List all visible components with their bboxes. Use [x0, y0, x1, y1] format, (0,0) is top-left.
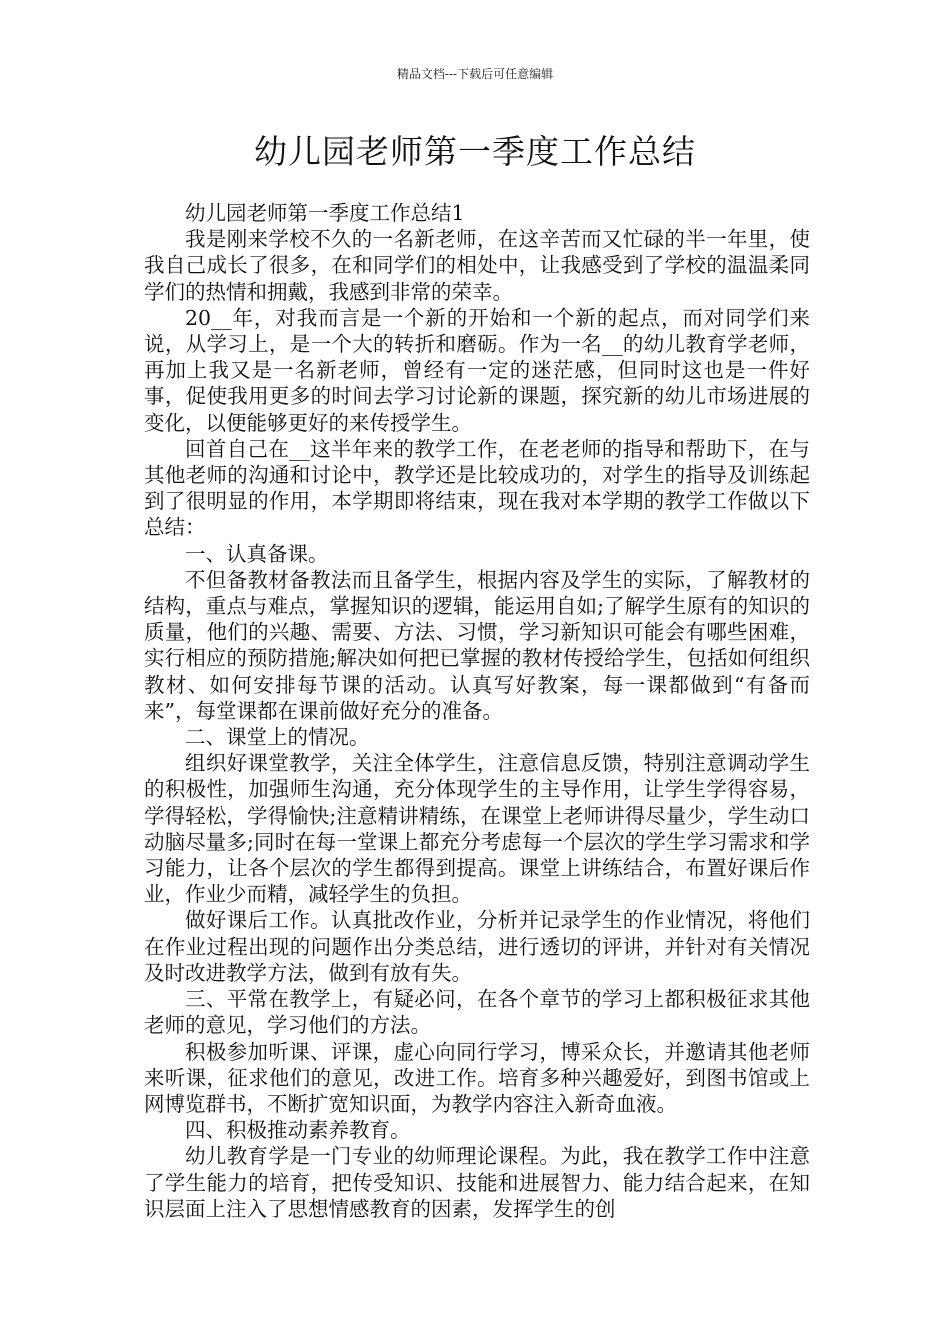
section-heading: 三、平常在教学上，有疑必问，在各个章节的学习上都积极征求其他老师的意见，学习他们的方法。: [144, 987, 810, 1038]
paragraph: 20__年，对我而言是一个新的开始和一个新的起点，而对同学们来说，从学习上，是一个大的转折和磨砺。作为一名__的幼儿教育学老师，再加上我又是一名新老师，曾经有一定的迷茫感，但同时这也是一件好事，促使我用更多的时间去学习讨论新的课题，探究新的幼儿市场进展的变化，以便能够更好的来传授学生。: [144, 305, 810, 435]
paragraph: 做好课后工作。认真批改作业，分析并记录学生的作业情况，将他们在作业过程出现的问题作出分类总结，进行透切的评讲，并针对有关情况及时改进教学方法，做到有放有失。: [144, 908, 810, 985]
page-header-note: 精品文档---下载后可任意编辑: [396, 67, 554, 81]
paragraph: 组织好课堂教学，关注全体学生，注意信息反馈，特别注意调动学生的积极性，加强师生沟通，充分体现学生的主导作用，让学生学得容易，学得轻松，学得愉快;注意精讲精练，在课堂上老师讲得尽量少，学生动口动脑尽量多;同时在每一堂课上都充分考虑每一个层次的学生学习需求和学习能力，让各个层次的学生都得到提高。课堂上讲练结合，布置好课后作业，作业少而精，减轻学生的负担。: [144, 751, 810, 907]
section-heading: 二、课堂上的情况。: [185, 725, 370, 750]
section-subtitle: 幼儿园老师第一季度工作总结1: [185, 201, 465, 225]
section-heading: 四、积极推动素养教育。: [185, 1118, 411, 1143]
paragraph: 我是刚来学校不久的一名新老师，在这辛苦而又忙碌的半一年里，使我自己成长了很多，在和同学们的相处中，让我感受到了学校的温温柔同学们的热情和拥戴，我感到非常的荣幸。: [144, 227, 810, 304]
paragraph: 不但备教材备教法而且备学生，根据内容及学生的实际，了解教材的结构，重点与难点，掌握知识的逻辑，能运用自如;了解学生原有的知识的质量，他们的兴趣、需要、方法、习惯，学习新知识可能会有哪些困难，实行相应的预防措施;解决如何把已掌握的教材传授给学生，包括如何组织教材、如何安排每节课的活动。认真写好教案，每一课都做到“有备而来”，每堂课都在课前做好充分的准备。: [144, 567, 810, 723]
paragraph: 幼儿教育学是一门专业的幼师理论课程。为此，我在教学工作中注意了学生能力的培育，把传受知识、技能和进展智力、能力结合起来，在知识层面上注入了思想情感教育的因素，发挥学生的创: [144, 1144, 810, 1221]
document-body: [144, 200, 810, 1222]
section-heading: 一、认真备课。: [185, 541, 329, 566]
paragraph: 回首自己在__这半年来的教学工作，在老老师的指导和帮助下，在与其他老师的沟通和讨论中，教学还是比较成功的，对学生的指导及训练起到了很明显的作用，本学期即将结束，现在我对本学期的教学工作做以下总结：: [144, 436, 810, 540]
document-title: 幼儿园老师第一季度工作总结: [254, 132, 696, 171]
paragraph: 积极参加听课、评课，虚心向同行学习，博采众长，并邀请其他老师来听课，征求他们的意见，改进工作。培育多种兴趣爱好，到图书馆或上网博览群书，不断扩宽知识面，为教学内容注入新奇血液。: [144, 1039, 810, 1116]
